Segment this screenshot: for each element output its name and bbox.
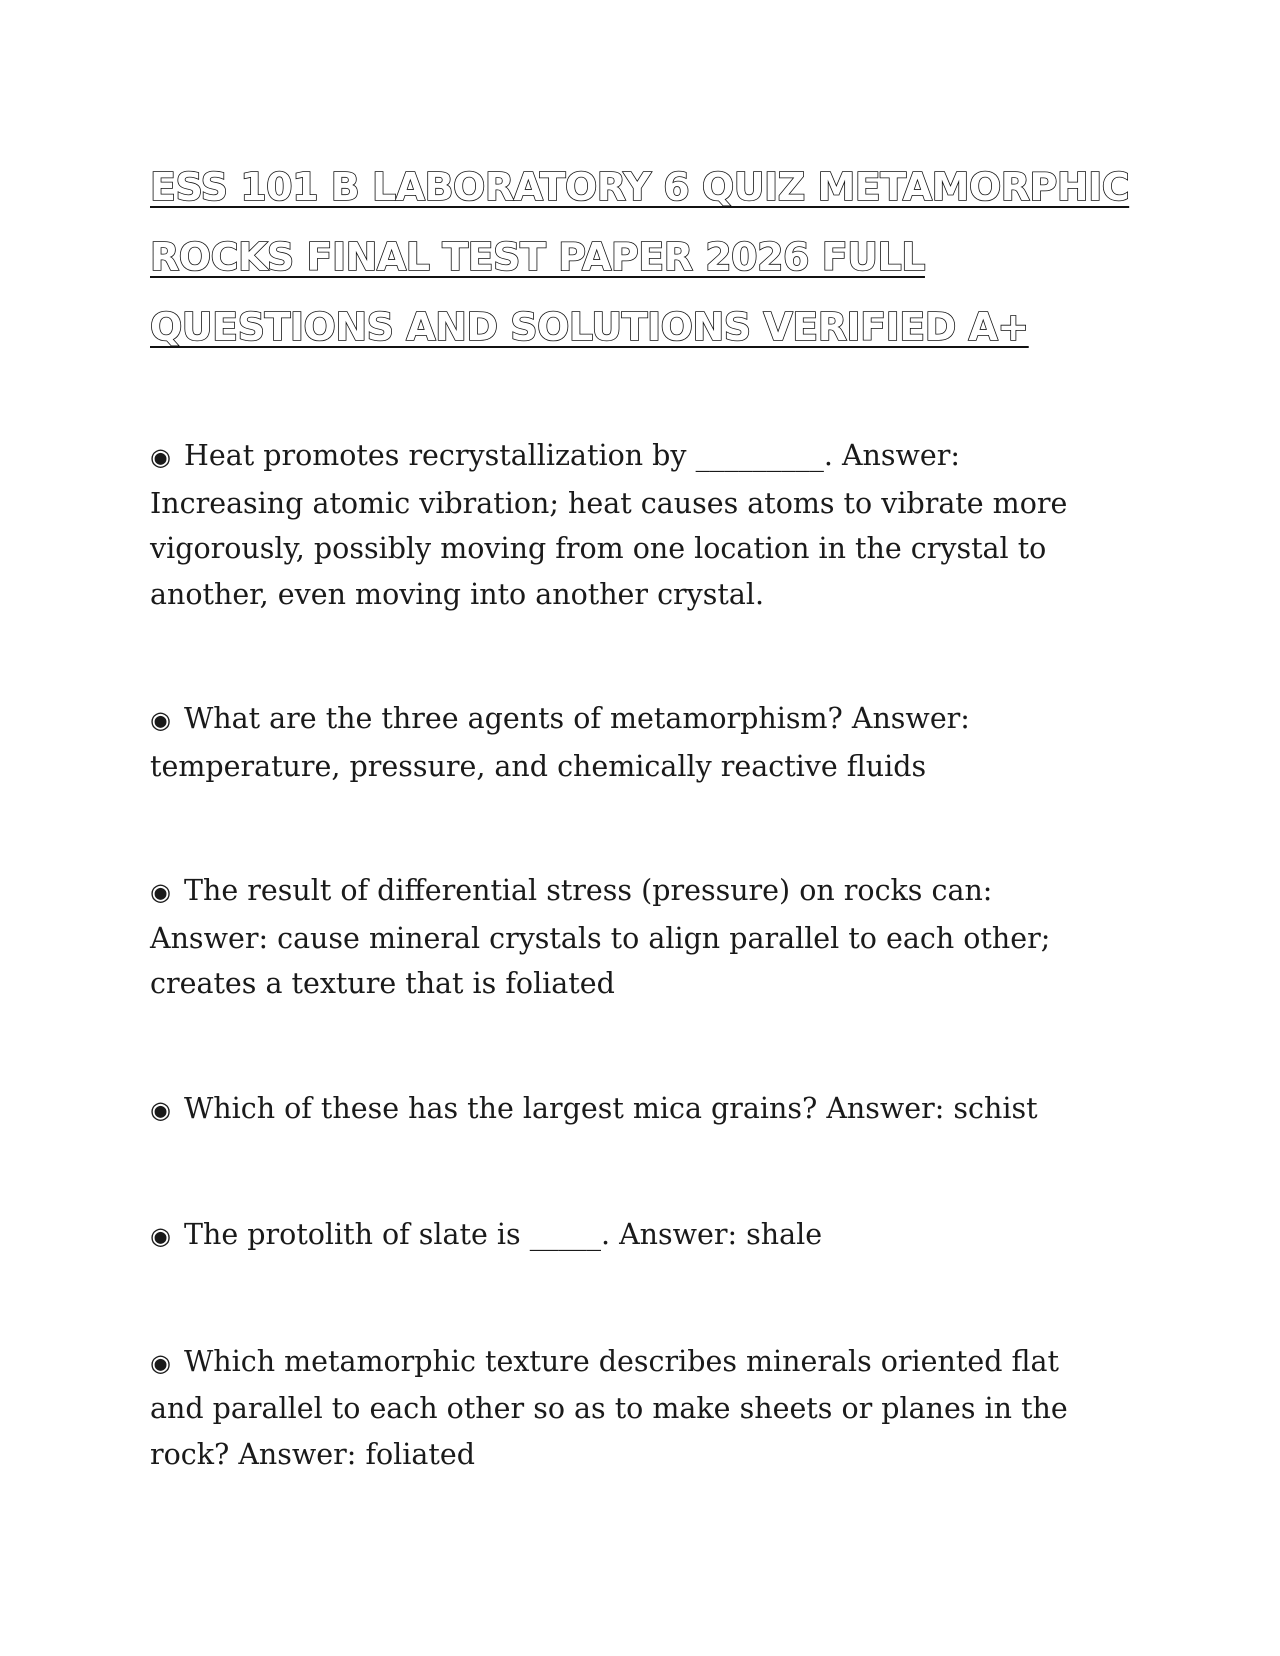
document-title: ESS 101 B LABORATORY 6 QUIZ METAMORPHIC ROCKS FINAL TEST PAPER 2026 FULL QUESTIONS AND SOLUTIONS VERIFIED A+ — [150, 165, 1130, 349]
question-answer-text: Which of these has the largest mica grains? Answer: schist — [184, 1091, 1038, 1125]
question-answer-text: Which metamorphic texture describes minerals oriented flat and parallel to each other so as to make sheets or planes in the rock? Answer: foliated — [150, 1344, 1068, 1471]
list-item — [150, 1339, 1110, 1478]
question-answer-text: The result of differential stress (pressure) on rocks can: Answer: cause mineral crystals to align parallel to each other; creates a texture that is foliated — [150, 874, 1051, 1000]
question-answer-text: Heat promotes recrystallization by _________. Answer: Increasing atomic vibration; heat causes atoms to vibrate more vigorously, possibly moving from one location in the crystal to another, even moving into another crystal. — [150, 439, 1068, 611]
bullet-icon: ◉ — [150, 706, 171, 734]
bullet-icon: ◉ — [150, 1348, 171, 1377]
bullet-icon: ◉ — [150, 878, 171, 906]
list-item — [150, 1212, 1110, 1260]
question-answer-list — [150, 433, 1110, 1477]
list-item — [150, 696, 1110, 789]
bullet-icon: ◉ — [150, 443, 171, 471]
list-item — [150, 1086, 1110, 1134]
question-answer-text: The protolith of slate is _____. Answer: shale — [184, 1218, 823, 1251]
question-answer-text: What are the three agents of metamorphism? Answer: temperature, pressure, and chemically reactive fluids — [150, 702, 970, 783]
list-item — [150, 868, 1110, 1007]
bullet-icon: ◉ — [150, 1095, 171, 1124]
list-item — [150, 433, 1110, 617]
bullet-icon: ◉ — [150, 1222, 171, 1250]
